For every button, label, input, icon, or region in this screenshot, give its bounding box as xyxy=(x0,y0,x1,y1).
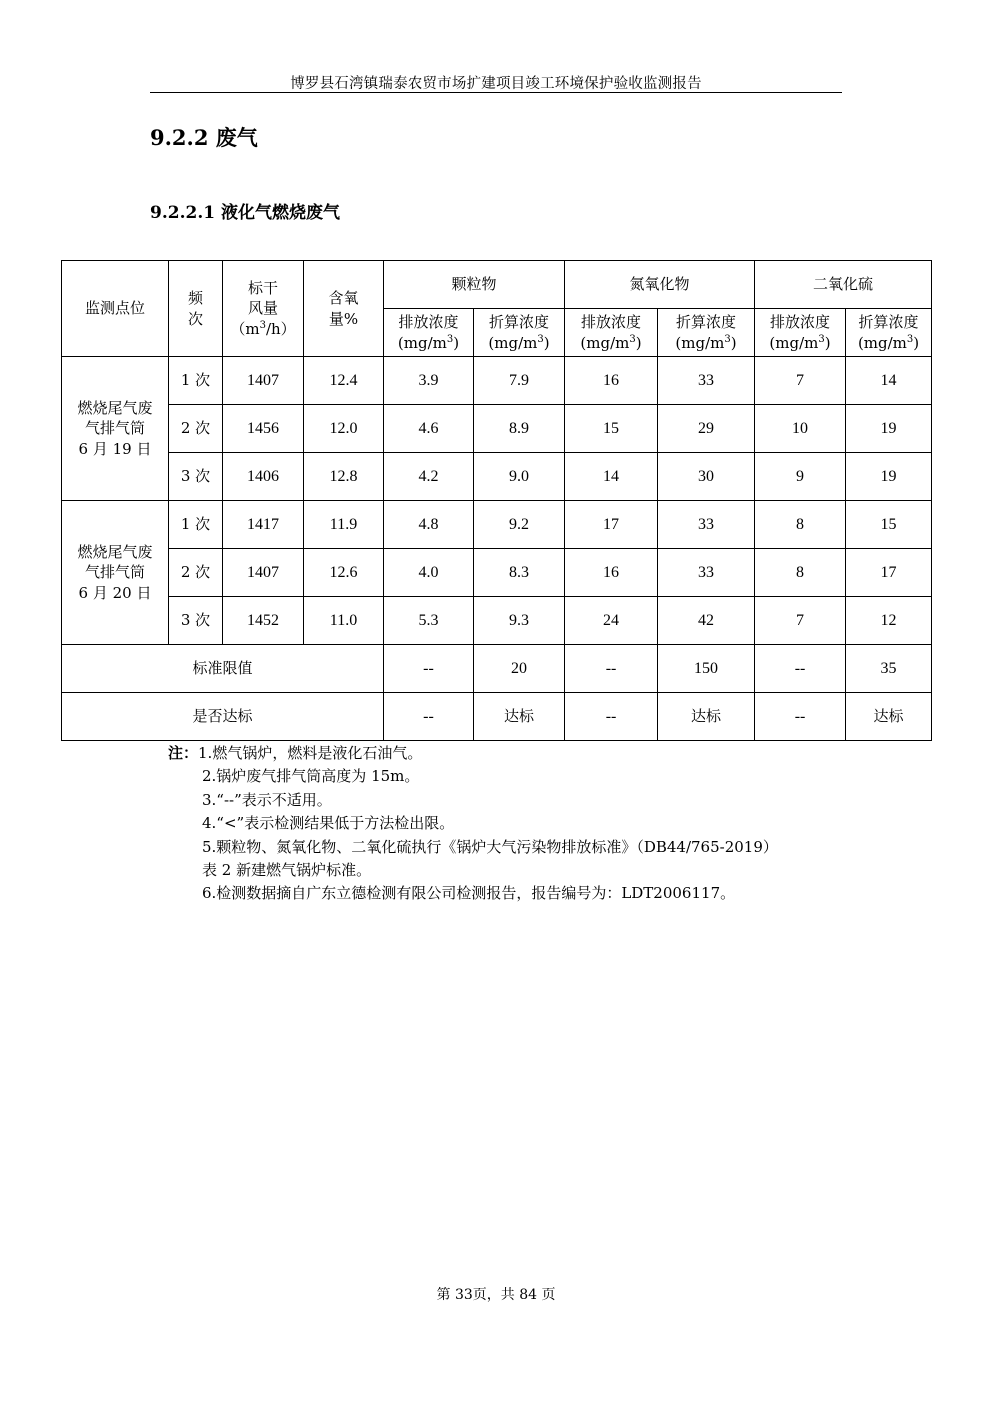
so2-converted-cell: 15 xyxy=(846,501,932,549)
nox-emission-cell: 24 xyxy=(565,597,658,645)
flow-cell: 1452 xyxy=(223,597,304,645)
table-row xyxy=(62,405,932,453)
limit-so2-emission: -- xyxy=(755,645,846,693)
so2-converted-cell: 19 xyxy=(846,453,932,501)
limit-pm-emission: -- xyxy=(384,645,474,693)
pm-converted-cell: 9.2 xyxy=(474,501,565,549)
nox-converted-cell: 42 xyxy=(658,597,755,645)
pm-converted-cell: 9.0 xyxy=(474,453,565,501)
header-nox-converted: 折算浓度 $(mg/m^3)$ xyxy=(658,309,755,357)
compliance-label: 是否达标 xyxy=(62,693,384,741)
so2-emission-cell: 7 xyxy=(755,357,846,405)
nox-emission-cell: 14 xyxy=(565,453,658,501)
oxygen-cell: 12.4 xyxy=(304,357,384,405)
site-cell-jun19: 燃烧尾气废 气排气筒 6 月 19 日 xyxy=(62,357,169,501)
pm-converted-cell: 8.9 xyxy=(474,405,565,453)
flow-cell: 1456 xyxy=(223,405,304,453)
nox-emission-cell: 16 xyxy=(565,357,658,405)
pm-converted-cell: 9.3 xyxy=(474,597,565,645)
nox-converted-cell: 29 xyxy=(658,405,755,453)
limit-nox-emission: -- xyxy=(565,645,658,693)
note-item: 注：1.燃气锅炉，燃料是液化石油气。 xyxy=(168,744,423,762)
limit-pm-converted: 20 xyxy=(474,645,565,693)
header-so2-converted: 折算浓度 $(mg/m^3)$ xyxy=(846,309,932,357)
nox-emission-cell: 15 xyxy=(565,405,658,453)
nox-converted-cell: 33 xyxy=(658,357,755,405)
flow-cell: 1407 xyxy=(223,549,304,597)
table-header-row-1 xyxy=(62,261,932,309)
flow-cell: 1407 xyxy=(223,357,304,405)
flow-cell: 1417 xyxy=(223,501,304,549)
pm-converted-cell: 8.3 xyxy=(474,549,565,597)
so2-emission-cell: 9 xyxy=(755,453,846,501)
subsection-heading: 9.2.2.1 液化气燃烧废气 xyxy=(150,203,340,223)
notes-label: 注： xyxy=(168,744,199,762)
site-cell-jun20: 燃烧尾气废 气排气筒 6 月 20 日 xyxy=(62,501,169,645)
oxygen-cell: 12.6 xyxy=(304,549,384,597)
limit-so2-converted: 35 xyxy=(846,645,932,693)
nox-emission-cell: 16 xyxy=(565,549,658,597)
so2-converted-cell: 19 xyxy=(846,405,932,453)
nox-converted-cell: 33 xyxy=(658,501,755,549)
so2-emission-cell: 10 xyxy=(755,405,846,453)
limit-label: 标准限值 xyxy=(62,645,384,693)
header-nox: 氮氧化物 xyxy=(565,261,755,309)
header-divider xyxy=(150,92,842,93)
table-row xyxy=(62,501,932,549)
exhaust-monitoring-table xyxy=(61,260,932,741)
report-header-title: 博罗县石湾镇瑞泰农贸市场扩建项目竣工环境保护验收监测报告 xyxy=(290,76,702,92)
notes-section xyxy=(168,742,868,906)
so2-emission-cell: 8 xyxy=(755,549,846,597)
note-item: 6.检测数据摘自广东立德检测有限公司检测报告，报告编号为：LDT2006117。 xyxy=(202,884,736,903)
table-row xyxy=(62,453,932,501)
freq-cell: 2 次 xyxy=(169,549,223,597)
so2-converted-cell: 17 xyxy=(846,549,932,597)
oxygen-cell: 11.9 xyxy=(304,501,384,549)
nox-converted-cell: 33 xyxy=(658,549,755,597)
freq-cell: 1 次 xyxy=(169,357,223,405)
pm-emission-cell: 4.0 xyxy=(384,549,474,597)
compliance-pm-converted: 达标 xyxy=(474,693,565,741)
note-item: 5.颗粒物、氮氧化物、二氧化硫执行《锅炉大气污染物排放标准》（DB44/765-2019） xyxy=(202,837,778,856)
freq-cell: 1 次 xyxy=(169,501,223,549)
header-pm-emission: 排放浓度 $(mg/m^3)$ xyxy=(384,309,474,357)
pm-emission-cell: 5.3 xyxy=(384,597,474,645)
pm-emission-cell: 4.6 xyxy=(384,405,474,453)
compliance-so2-emission: -- xyxy=(755,693,846,741)
so2-emission-cell: 7 xyxy=(755,597,846,645)
note-item: 3.“--”表示不适用。 xyxy=(202,790,332,809)
compliance-row xyxy=(62,693,932,741)
header-pm-converted: 折算浓度 $(mg/m^3)$ xyxy=(474,309,565,357)
flow-cell: 1406 xyxy=(223,453,304,501)
nox-emission-cell: 17 xyxy=(565,501,658,549)
pm-emission-cell: 3.9 xyxy=(384,357,474,405)
freq-cell: 3 次 xyxy=(169,597,223,645)
table-row xyxy=(62,549,932,597)
freq-cell: 2 次 xyxy=(169,405,223,453)
so2-converted-cell: 12 xyxy=(846,597,932,645)
table-row xyxy=(62,357,932,405)
so2-emission-cell: 8 xyxy=(755,501,846,549)
page-number: 第 33页，共 84 页 xyxy=(436,1287,556,1303)
oxygen-cell: 12.8 xyxy=(304,453,384,501)
oxygen-cell: 11.0 xyxy=(304,597,384,645)
so2-converted-cell: 14 xyxy=(846,357,932,405)
header-so2-emission: 排放浓度 $(mg/m^3)$ xyxy=(755,309,846,357)
header-particulate: 颗粒物 xyxy=(384,261,565,309)
note-item: 2.锅炉废气排气筒高度为 15m。 xyxy=(202,767,420,786)
section-heading: 9.2.2 废气 xyxy=(150,125,258,150)
header-so2: 二氧化硫 xyxy=(755,261,932,309)
pm-emission-cell: 4.8 xyxy=(384,501,474,549)
header-site: 监测点位 xyxy=(62,261,169,357)
pm-emission-cell: 4.2 xyxy=(384,453,474,501)
compliance-nox-emission: -- xyxy=(565,693,658,741)
pm-converted-cell: 7.9 xyxy=(474,357,565,405)
header-flow: 标干 风量 $(m^3/h)$ xyxy=(223,261,304,357)
note-item: 表 2 新建燃气锅炉标准。 xyxy=(202,861,372,880)
nox-converted-cell: 30 xyxy=(658,453,755,501)
header-frequency: 频 次 xyxy=(169,261,223,357)
compliance-nox-converted: 达标 xyxy=(658,693,755,741)
compliance-pm-emission: -- xyxy=(384,693,474,741)
compliance-so2-converted: 达标 xyxy=(846,693,932,741)
oxygen-cell: 12.0 xyxy=(304,405,384,453)
header-nox-emission: 排放浓度 $(mg/m^3)$ xyxy=(565,309,658,357)
freq-cell: 3 次 xyxy=(169,453,223,501)
note-item: 4.“<”表示检测结果低于方法检出限。 xyxy=(202,814,455,833)
limit-row xyxy=(62,645,932,693)
limit-nox-converted: 150 xyxy=(658,645,755,693)
header-oxygen: 含氧 量% xyxy=(304,261,384,357)
table-row xyxy=(62,597,932,645)
